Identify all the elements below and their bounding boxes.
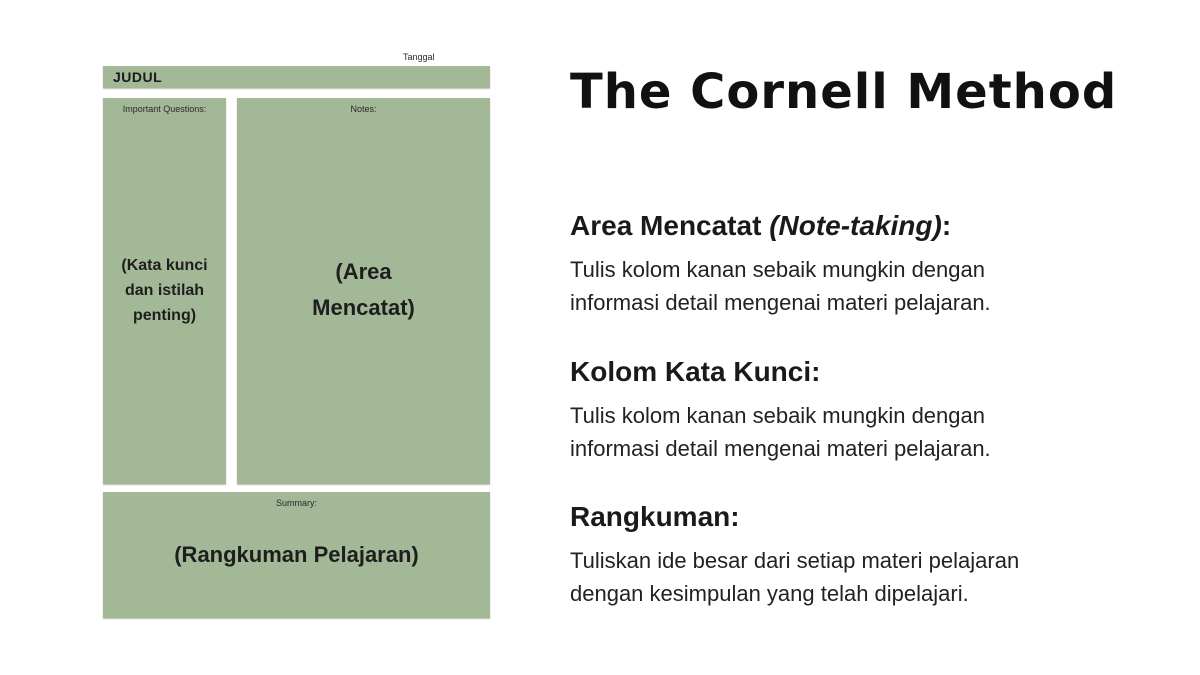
heading-tail: : — [941, 210, 952, 241]
body-line: informasi detail mengenai materi pelajaran. — [570, 290, 991, 315]
section-note-taking-heading — [570, 210, 1130, 242]
body-line: dengan kesimpulan yang telah dipelajari. — [570, 581, 969, 606]
section-note-taking-body — [570, 253, 1130, 319]
summary-placeholder: (Rangkuman Pelajaran) — [174, 542, 419, 567]
heading-italic: (Note-taking) — [769, 210, 942, 241]
section-summary-body — [570, 544, 1130, 610]
title-bar-label: JUDUL — [113, 69, 163, 85]
cornell-template-diagram — [103, 52, 490, 618]
cue-column-body — [121, 114, 207, 484]
important-questions-label: Important Questions: — [122, 104, 207, 114]
heading-main: Area Mencatat — [570, 210, 770, 241]
body-line: informasi detail mengenai materi pelajaran. — [570, 436, 991, 461]
body-line: Tulis kolom kanan sebaik mungkin dengan — [570, 257, 985, 282]
body-line: Tulis kolom kanan sebaik mungkin dengan — [570, 403, 985, 428]
heading-main: Rangkuman: — [570, 501, 740, 532]
section-summary-heading — [570, 501, 1130, 533]
notes-placeholder: (Area Mencatat) — [312, 259, 415, 320]
slide-title: The Cornell Method — [570, 64, 1118, 120]
heading-main: Kolom Kata Kunci: — [570, 356, 821, 387]
section-key-column-heading — [570, 356, 1130, 388]
notes-column — [237, 98, 490, 484]
section-summary — [570, 501, 1130, 610]
summary-label: Summary: — [275, 498, 317, 508]
section-note-taking — [570, 210, 1130, 319]
section-key-column — [570, 356, 1130, 465]
notes-label: Notes: — [350, 104, 377, 114]
title-bar — [103, 66, 490, 88]
cue-column — [103, 98, 226, 484]
section-key-column-body — [570, 399, 1130, 465]
summary-box — [103, 492, 490, 618]
body-line: Tuliskan ide besar dari setiap materi pelajaran — [570, 548, 1020, 573]
cue-column-placeholder: (Kata kunci dan istilah penting) — [121, 256, 208, 324]
date-label: Tanggal — [403, 52, 435, 62]
notes-column-body — [312, 114, 415, 484]
